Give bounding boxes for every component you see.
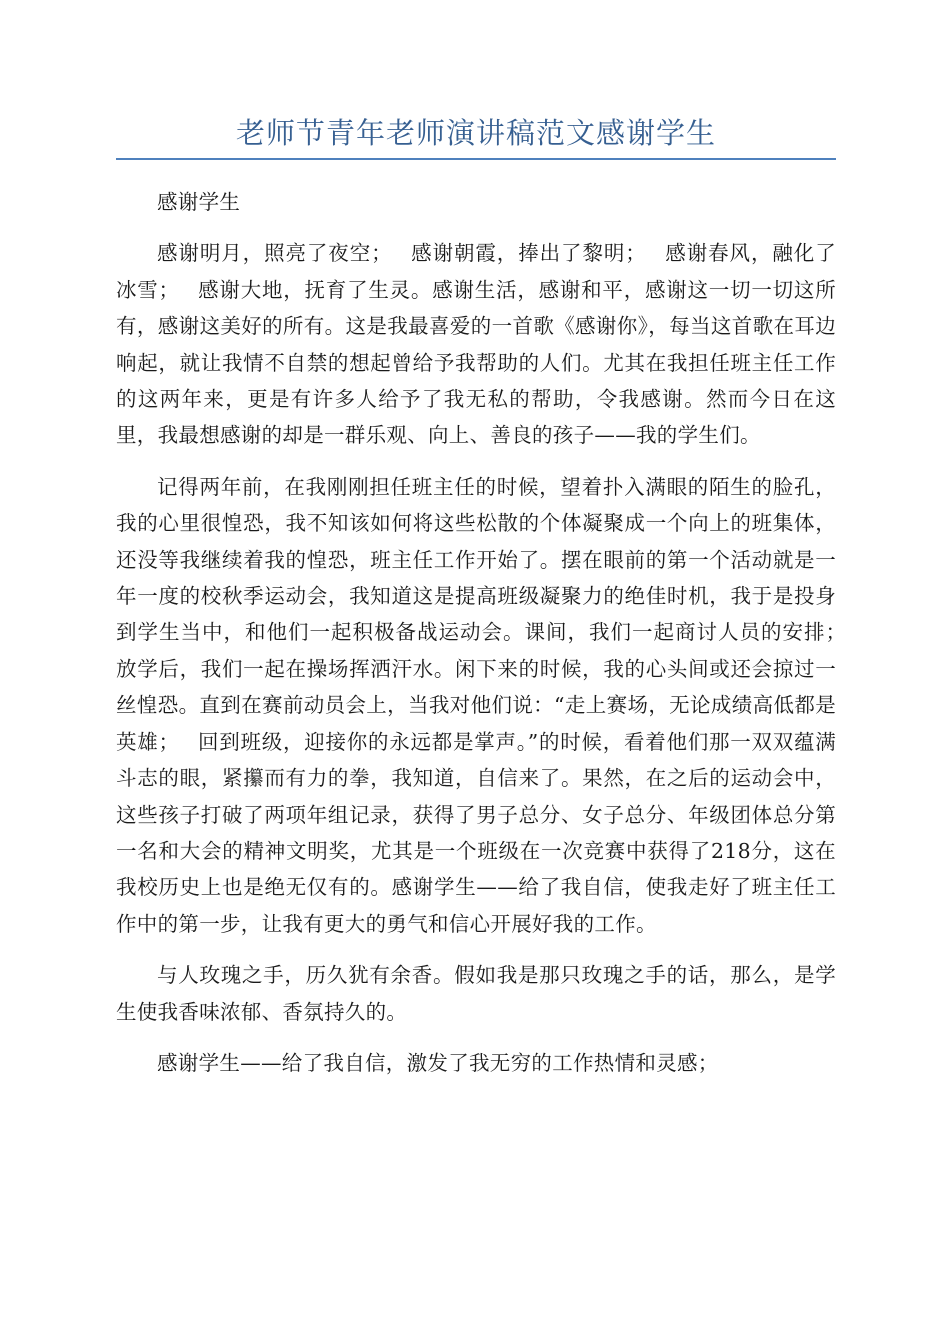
- paragraph: 感谢明月，照亮了夜空； 感谢朝霞，捧出了黎明； 感谢春风，融化了冰雪； 感谢大地，抚育了生灵。感谢生活，感谢和平，感谢这一切一切这所有，感谢这美好的所有。这是我最喜爱的一首歌《感谢你》，每当这首歌在耳边响起，就让我情不自禁的想起曾给予我帮助的人们。尤其在我担任班主任工作的这两年来，更是有许多人给予了我无私的帮助，令我感谢。然而今日在这里，我最想感谢的却是一群乐观、向上、善良的孩子——我的学生们。: [116, 241, 836, 448]
- title-underline: [116, 158, 836, 160]
- paragraph: 与人玫瑰之手，历久犹有余香。假如我是那只玫瑰之手的话，那么，是学生使我香味浓郁、香氛持久的。: [116, 963, 836, 1024]
- paragraph: 感谢学生——给了我自信，激发了我无穷的工作热情和灵感；: [157, 1050, 719, 1075]
- document-body: [116, 184, 864, 1081]
- document-title: 老师节青年老师演讲稿范文感谢学生: [235, 116, 716, 150]
- paragraph: 记得两年前，在我刚刚担任班主任的时候，望着扑入满眼的陌生的脸孔，我的心里很惶恐，我不知该如何将这些松散的个体凝聚成一个向上的班集体，还没等我继续着我的惶恐，班主任工作开始了。摆在眼前的第一个活动就是一年一度的校秋季运动会，我知道这是提高班级凝聚力的绝佳时机，我于是投身到学生当中，和他们一起积极备战运动会。课间，我们一起商讨人员的安排； 放学后，我们一起在操场挥洒汗水。闲下来的时候，我的心头间或还会掠过一丝惶恐。直到在赛前动员会上，当我对他们说：“走上赛场，无论成绩高低都是英雄； 回到班级，迎接你的永远都是掌声。”的时候，看着他们那一双双蕴满斗志的眼，紧攥而有力的拳，我知道，自信来了。果然，在之后的运动会中，这些孩子打破了两项年组记录，获得了男子总分、女子总分、年级团体总分第一名和大会的精神文明奖，尤其是一个班级在一次竞赛中获得了218分，这在我校历史上也是绝无仅有的。感谢学生——给了我自信，使我走好了班主任工作中的第一步，让我有更大的勇气和信心开展好我的工作。: [116, 474, 864, 936]
- paragraph-heading: 感谢学生: [157, 190, 241, 214]
- document-page: [116, 100, 864, 1096]
